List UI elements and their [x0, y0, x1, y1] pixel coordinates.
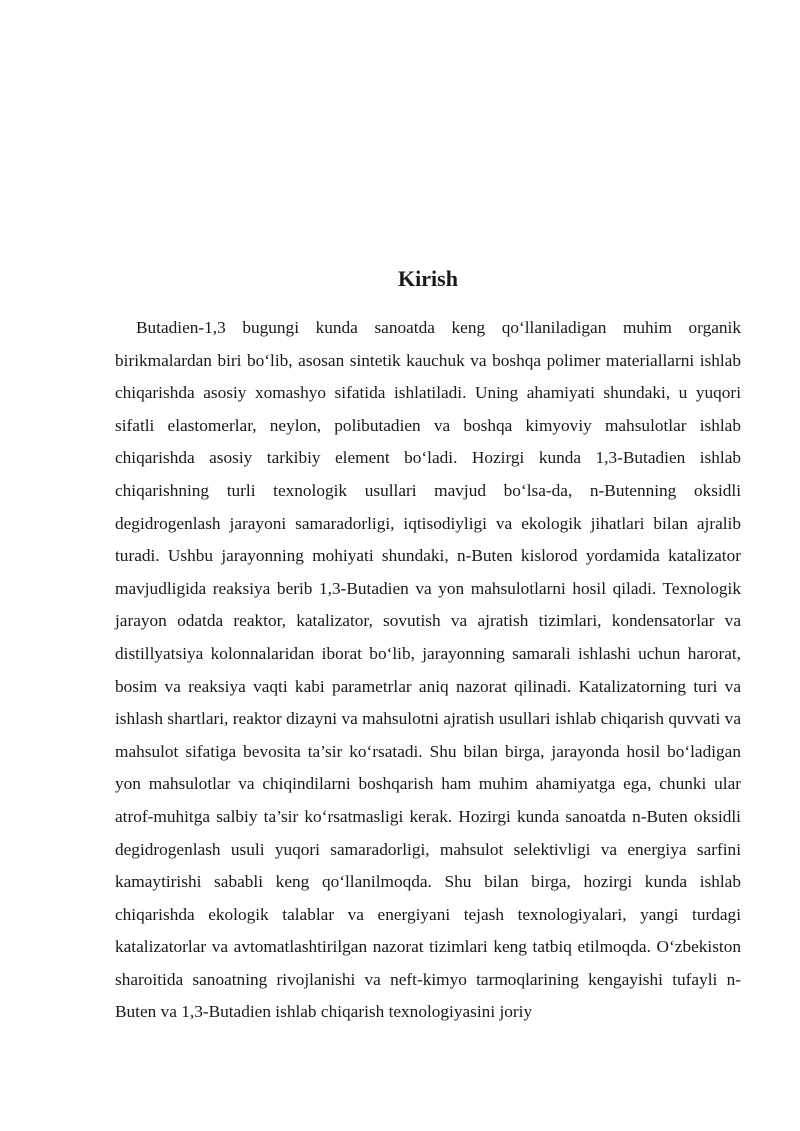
- body-paragraph: Butadien-1,3 bugungi kunda sanoatda keng qo‘llaniladigan muhim organik birikmalardan biri bo‘lib, asosan sintetik kauchuk va boshqa polimer materiallarni ishlab chiqarishda asosiy xomashyo sifatida ishlatiladi. Uning ahamiyati shundaki, u yuqori sifatli elastomerlar, neylon, polibutadien va boshqa kimyoviy mahsulotlar ishlab chiqarishda asosiy tarkibiy element bo‘ladi. Hozirgi kunda 1,3-Butadien ishlab chiqarishning turli texnologik usullari mavjud bo‘lsa-da, n-Butenning oksidli degidrogenlash jarayoni samaradorligi, iqtisodiyligi va ekologik jihatlari bilan ajralib turadi. Ushbu jarayonning mohiyati shundaki, n-Buten kislorod yordamida katalizator mavjudligida reaksiya berib 1,3-Butadien va yon mahsulotlarni hosil qiladi. Texnologik jarayon odatda reaktor, katalizator, sovutish va ajratish tizimlari, kondensatorlar va distillyatsiya kolonnalaridan iborat bo‘lib, jarayonning samarali ishlashi uchun harorat, bosim va reaksiya vaqti kabi parametrlar aniq nazorat qilinadi. Katalizatorning turi va ishlash shartlari, reaktor dizayni va mahsulotni ajratish usullari ishlab chiqarish quvvati va mahsulot sifatiga bevosita ta’sir ko‘rsatadi. Shu bilan birga, jarayonda hosil bo‘ladigan yon mahsulotlar va chiqindilarni boshqarish ham muhim ahamiyatga ega, chunki ular atrof-muhitga salbiy ta’sir ko‘rsatmasligi kerak. Hozirgi kunda sanoatda n-Buten oksidli degidrogenlash usuli yuqori samaradorligi, mahsulot selektivligi va energiya sarfini kamaytirishi sababli keng qo‘llanilmoqda. Shu bilan birga, hozirgi kunda ishlab chiqarishda ekologik talablar va energiyani tejash texnologiyalari, yangi turdagi katalizatorlar va avtomatlashtirilgan nazorat tizimlari keng tatbiq etilmoqda. O‘zbekiston sharoitida sanoatning rivojlanishi va neft-kimyo tarmoqlarining kengayishi tufayli n-Buten va 1,3-Butadien ishlab chiqarish texnologiyasini joriy: [115, 318, 741, 1022]
- section-title: Kirish: [398, 266, 458, 291]
